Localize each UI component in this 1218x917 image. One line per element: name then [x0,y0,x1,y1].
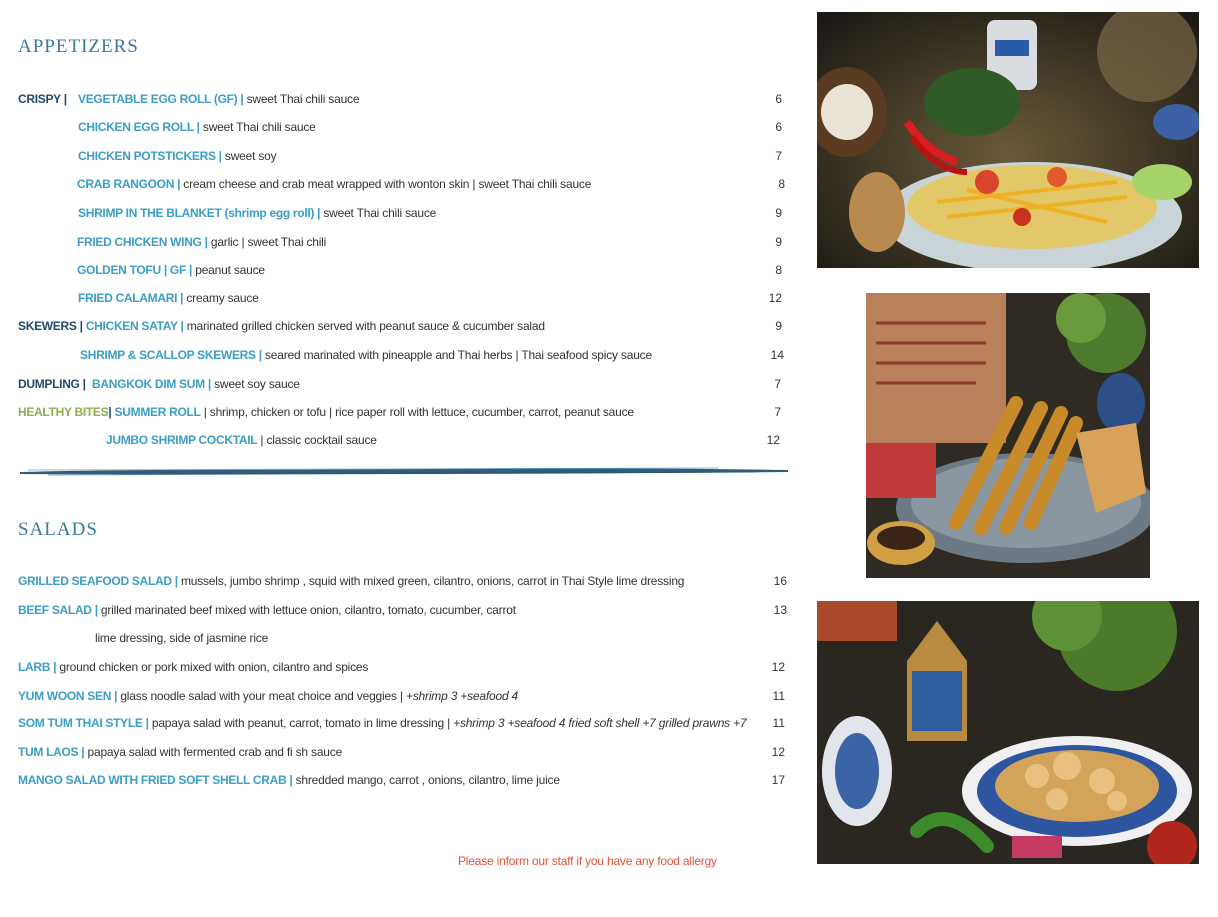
item-price: 7 [774,377,781,391]
item-name: VEGETABLE EGG ROLL (GF) | [78,92,244,106]
item-description: sweet soy sauce [214,377,300,391]
item-name: SOM TUM THAI STYLE | [18,716,149,730]
item-price: 12 [771,660,785,674]
item-description: seared marinated with pineapple and Thai herbs | Thai seafood spicy sauce [264,348,652,362]
item-description: grilled marinated beef mixed with lettuce onion, cilantro, tomato, cucumber, carrot [100,603,516,617]
item-price: 9 [775,319,782,333]
item-addons: +shrimp 3 +seafood 4 fried soft shell +7 grilled prawns +7 [453,716,747,730]
item-description: sweet Thai chili sauce [246,92,360,106]
item-description: mussels, jumbo shrimp , squid with mixed green, cilantro, onions, carrot in Thai Style lime dressing [180,574,685,588]
item-name: GOLDEN TOFU | GF | [77,263,193,277]
category-label: DUMPLING | [18,377,86,391]
category-label: SKEWERS | [18,319,83,333]
menu-row [0,743,800,761]
item-description: papaya salad with peanut, carrot, tomato in lime dressing | [151,716,450,730]
menu-row [0,403,800,421]
item-description: sweet Thai chili sauce [202,120,316,134]
menu-row [0,118,800,136]
menu-row [0,147,800,165]
item-price: 12 [771,745,785,759]
menu-row [0,346,800,364]
allergy-note: Please inform our staff if you have any food allergy [458,854,717,868]
menu-row [0,261,800,279]
item-price: 6 [775,120,782,134]
item-price: 8 [778,177,785,191]
item-description: sweet soy [224,149,277,163]
item-price: 6 [775,92,782,106]
item-name: LARB | [18,660,57,674]
fried-calamari-photo [817,601,1199,864]
item-name: BEEF SALAD | [18,603,98,617]
item-price: 14 [770,348,784,362]
item-price: 9 [775,206,782,220]
item-description: ground chicken or pork mixed with onion, cilantro and spices [59,660,369,674]
category-label: CRISPY | [18,92,67,106]
menu-row [0,233,800,251]
item-description: cream cheese and crab meat wrapped with wonton skin | sweet Thai chili sauce [183,177,592,191]
item-description: marinated grilled chicken served with peanut sauce & cucumber salad [186,319,545,333]
item-price: 17 [771,773,785,787]
item-description: | shrimp, chicken or tofu | rice paper roll with lettuce, cucumber, carrot, peanut sauce [203,405,634,419]
menu-row [0,375,800,393]
item-description: peanut sauce [195,263,265,277]
menu-row [0,771,800,789]
menu-row [0,714,800,732]
menu-row [0,175,800,193]
menu-row [0,90,800,108]
menu-row [0,687,800,705]
item-price: 13 [773,603,787,617]
satay-photo [866,293,1150,578]
item-name: SHRIMP & SCALLOP SKEWERS | [80,348,262,362]
item-price: 11 [772,689,785,703]
menu-row-continuation [0,629,800,647]
item-name: MANGO SALAD WITH FRIED SOFT SHELL CRAB | [18,773,293,787]
item-price: 12 [768,291,782,305]
item-name: JUMBO SHRIMP COCKTAIL [106,433,258,447]
menu-row [0,431,800,449]
item-price: 7 [774,405,781,419]
item-name: SHRIMP IN THE BLANKET (shrimp egg roll) | [78,206,321,220]
item-name: BANGKOK DIM SUM | [92,377,211,391]
item-description: glass noodle salad with your meat choice and veggies | [120,689,403,703]
appetizers-heading: APPETIZERS [18,36,139,57]
item-description: shredded mango, carrot , onions, cilantro, lime juice [295,773,560,787]
menu-row [0,289,800,307]
item-name: SUMMER ROLL [114,405,201,419]
item-price: 12 [766,433,780,447]
item-name: FRIED CALAMARI | [78,291,184,305]
item-price: 11 [772,716,785,730]
papaya-salad-photo [817,12,1199,268]
category-label: HEALTHY BITES [18,405,109,419]
item-name: FRIED CHICKEN WING | [77,235,208,249]
brush-stroke-divider [18,465,790,477]
item-description: sweet Thai chili sauce [323,206,437,220]
item-price: 8 [775,263,782,277]
item-name: CHICKEN POTSTICKERS | [78,149,222,163]
item-price: 16 [773,574,787,588]
item-price: 7 [775,149,782,163]
category-divider: | [108,405,112,419]
item-addons: +shrimp 3 +seafood 4 [405,689,519,703]
menu-row [0,204,800,222]
menu-row [0,658,800,676]
item-description: creamy sauce [186,291,259,305]
menu-row [0,317,800,335]
item-name: TUM LAOS | [18,745,85,759]
item-name: CRAB RANGOON | [77,177,181,191]
menu-row [0,601,800,619]
item-description: lime dressing, side of jasmine rice [95,631,269,645]
item-description: | classic cocktail sauce [260,433,377,447]
salads-heading: SALADS [18,519,98,540]
menu-row [0,572,800,590]
item-name: GRILLED SEAFOOD SALAD | [18,574,178,588]
item-name: CHICKEN EGG ROLL | [78,120,200,134]
item-price: 9 [775,235,782,249]
item-description: garlic | sweet Thai chili [210,235,327,249]
item-name: YUM WOON SEN | [18,689,118,703]
item-description: papaya salad with fermented crab and fi sh sauce [87,745,343,759]
item-name: CHICKEN SATAY | [85,319,184,333]
